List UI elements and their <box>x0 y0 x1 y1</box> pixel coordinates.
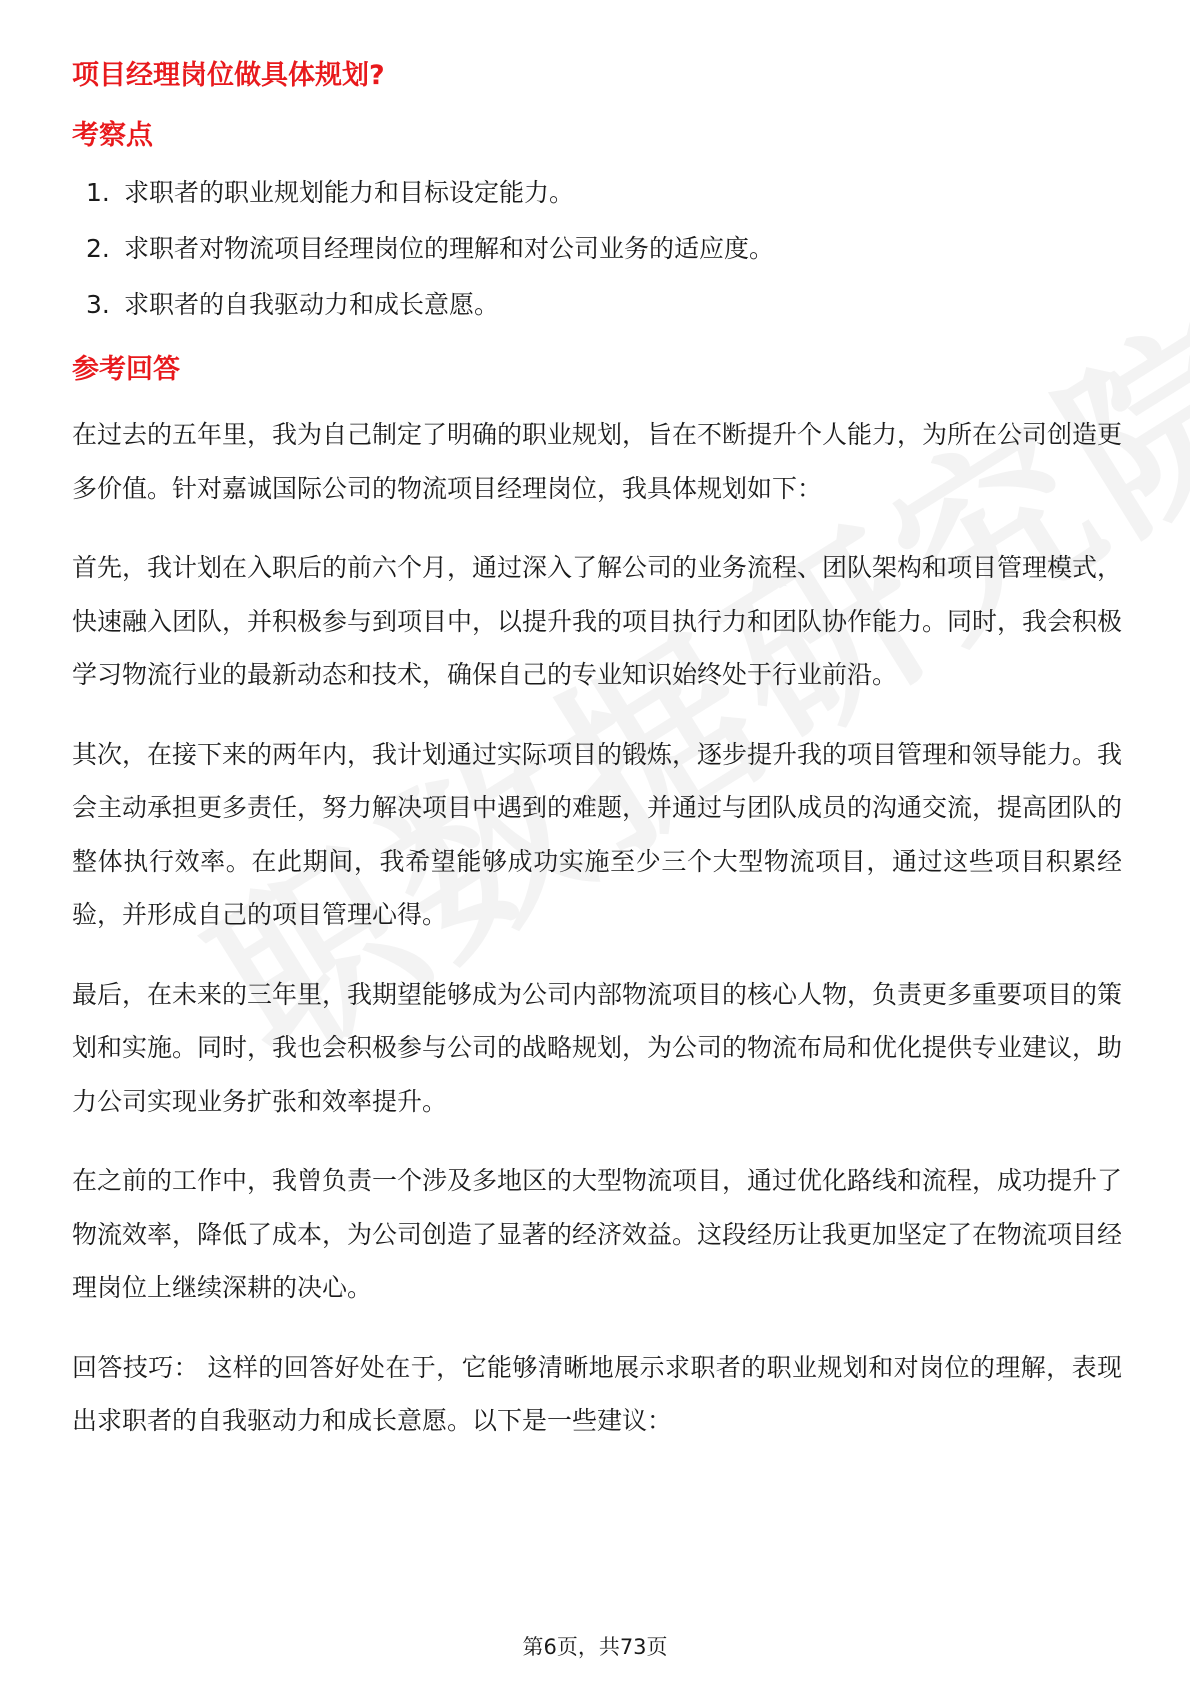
assessment-points-list <box>72 174 1122 324</box>
list-item <box>86 230 1122 268</box>
document-body <box>72 56 1122 1474</box>
list-item <box>86 174 1122 212</box>
list-item-number: 1. <box>86 178 110 207</box>
answer-paragraph: 最后，在未来的三年里，我期望能够成为公司内部物流项目的核心人物，负责更多重要项目的策划和实施。同时，我也会积极参与公司的战略规划，为公司的物流布局和优化提供专业建议，助力公司实现业务扩张和效率提升。 <box>72 979 1123 1116</box>
list-item-text: 求职者的职业规划能力和目标设定能力。 <box>124 178 575 207</box>
answer-paragraph: 首先，我计划在入职后的前六个月，通过深入了解公司的业务流程、团队架构和项目管理模式，快速融入团队，并积极参与到项目中，以提升我的项目执行力和团队协作能力。同时，我会积极学习物流行业的最新动态和技术，确保自己的专业知识始终处于行业前沿。 <box>72 553 1123 689</box>
answer-paragraph: 在过去的五年里，我为自己制定了明确的职业规划，旨在不断提升个人能力，为所在公司创造更多价值。针对嘉诚国际公司的物流项目经理岗位，我具体规划如下： <box>72 420 1123 503</box>
assessment-heading: 考察点 <box>72 120 153 151</box>
answer-heading: 参考回答 <box>72 354 180 385</box>
list-item-text: 求职者的自我驱动力和成长意愿。 <box>124 290 500 319</box>
list-item-number: 2. <box>86 234 110 263</box>
answer-paragraph: 其次，在接下来的两年内，我计划通过实际项目的锻炼，逐步提升我的项目管理和领导能力。我会主动承担更多责任，努力解决项目中遇到的难题，并通过与团队成员的沟通交流，提高团队的整体执行效率。在此期间，我希望能够成功实施至少三个大型物流项目，通过这些项目积累经验，并形成自己的项目管理心得。 <box>72 739 1123 929</box>
answer-tips-paragraph: 回答技巧： 这样的回答好处在于，它能够清晰地展示求职者的职业规划和对岗位的理解，表现出求职者的自我驱动力和成长意愿。以下是一些建议： <box>72 1352 1122 1435</box>
list-item-number: 3. <box>86 290 110 319</box>
list-item-text: 求职者对物流项目经理岗位的理解和对公司业务的适应度。 <box>124 234 775 263</box>
answer-paragraph: 在之前的工作中，我曾负责一个涉及多地区的大型物流项目，通过优化路线和流程，成功提升了物流效率，降低了成本，为公司创造了显著的经济效益。这段经历让我更加坚定了在物流项目经理岗位上继续深耕的决心。 <box>72 1166 1123 1302</box>
page-number: 第6页，共73页 <box>522 1635 668 1659</box>
list-item <box>86 286 1122 324</box>
page-title: 项目经理岗位做具体规划? <box>72 60 385 91</box>
